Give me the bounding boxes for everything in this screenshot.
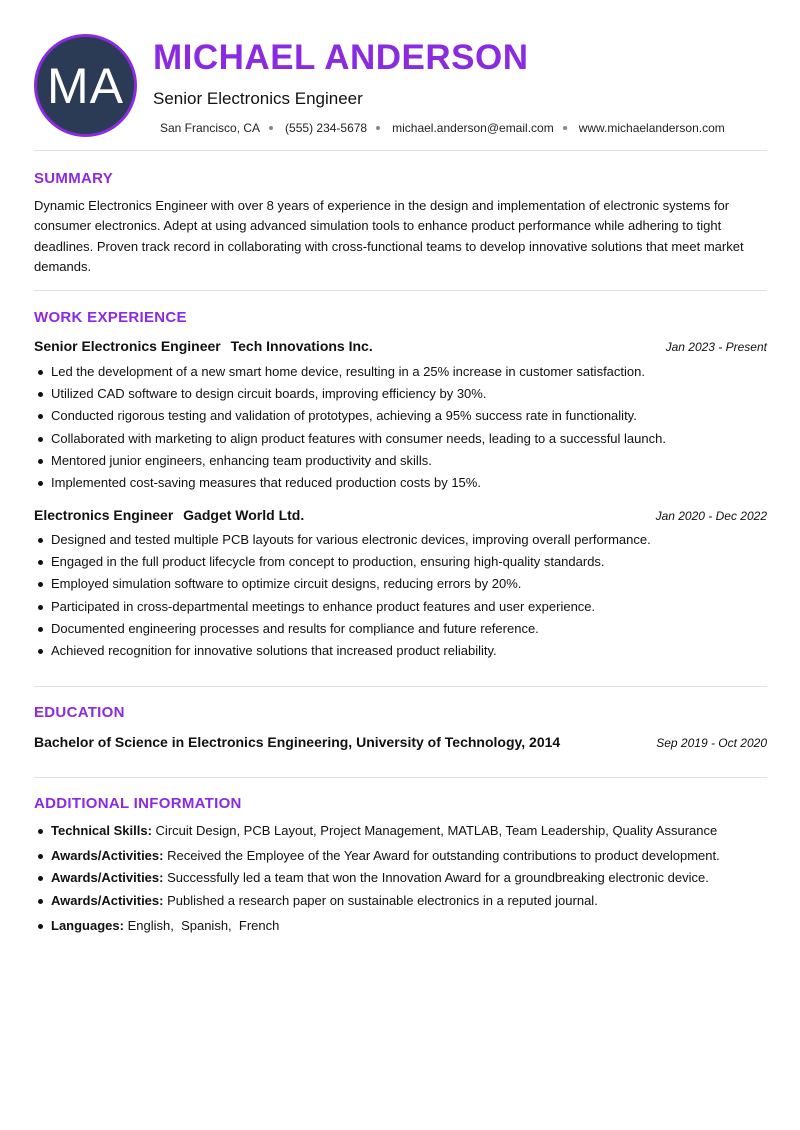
contact-website[interactable]: www.michaelanderson.com [578,121,725,135]
item-label: Languages: [51,917,124,933]
summary-text: Dynamic Electronics Engineer with over 8 years of experience in the design and implementation of electronic systems for consumer electronics. Adept at using advanced simulation tools to enhance product performance while adhering to tight deadlines. Proven track record in collaborating with cross-functional teams to develop innovative solutions that meet market demands. [34,198,744,274]
item-label: Technical Skills: [51,823,152,838]
job-company: Gadget World Ltd. [183,507,305,523]
job-title-line [34,507,304,523]
summary-heading: SUMMARY [34,170,114,187]
list-item: Collaborated with marketing to align product features with consumer needs, leading to a successful launch. [34,428,774,450]
contact-line [160,121,725,135]
list-item: Documented engineering processes and results for compliance and future reference. [34,618,774,640]
divider [34,150,767,151]
item-label: Awards/Activities: [51,848,164,864]
list-item: Led the development of a new smart home device, resulting in a 25% increase in customer satisfaction. [34,361,774,383]
contact-email[interactable]: michael.anderson@email.com [392,121,554,135]
additional-info-heading: ADDITIONAL INFORMATION [34,795,242,812]
list-item [34,890,774,912]
work-experience-heading: WORK EXPERIENCE [34,309,187,326]
contact-phone: (555) 234-5678 [285,121,368,135]
education-dates: Sep 2019 - Oct 2020 [656,736,767,750]
list-item: Conducted rigorous testing and validation of prototypes, achieving a 95% success rate in functionality. [34,405,774,427]
job-bullets [34,361,774,494]
job-company: Tech Innovations Inc. [230,338,373,354]
list-item [34,820,774,842]
additional-info-list [34,820,774,937]
job-dates: Jan 2023 - Present [665,340,767,354]
list-item: Engaged in the full product lifecycle from concept to production, ensuring high-quality standards. [34,551,774,573]
divider [34,777,767,778]
item-label: Awards/Activities: [51,870,164,886]
list-item [34,867,774,889]
divider [34,686,767,687]
separator-dot [376,126,380,130]
job-dates: Jan 2020 - Dec 2022 [655,509,767,523]
list-item [34,915,774,937]
job-bullets [34,529,774,662]
education-heading: EDUCATION [34,704,125,721]
list-item: Implemented cost-saving measures that reduced production costs by 15%. [34,472,774,494]
job-title-line [34,338,373,354]
avatar [34,34,137,137]
list-item: Mentored junior engineers, enhancing team productivity and skills. [34,450,774,472]
list-item: Employed simulation software to optimize circuit designs, reducing errors by 20%. [34,573,774,595]
list-item: Participated in cross-departmental meetings to enhance product features and user experience. [34,596,774,618]
candidate-title: Senior Electronics Engineer [153,89,363,108]
education-degree: Bachelor of Science in Electronics Engineering, University of Technology, 2014 [34,734,561,750]
job-header [34,507,767,523]
item-text: Received the Employee of the Year Award for outstanding contributions to product development. [167,848,720,864]
item-text: English, Spanish, French [127,917,280,933]
list-item: Achieved recognition for innovative solutions that increased product reliability. [34,640,774,662]
separator-dot [563,126,567,130]
job-role: Electronics Engineer [34,507,174,523]
item-text: Circuit Design, PCB Layout, Project Management, MATLAB, Team Leadership, Quality Assurance [155,823,718,838]
job-header [34,338,767,354]
list-item [34,845,774,867]
item-text: Published a research paper on sustainable electronics in a reputed journal. [167,892,598,908]
job-role: Senior Electronics Engineer [34,338,221,354]
item-text: Successfully led a team that won the Innovation Award for a groundbreaking electronic device. [167,870,709,886]
avatar-initials: MA [47,57,124,114]
separator-dot [269,126,273,130]
candidate-name: MICHAEL ANDERSON [153,38,529,77]
item-label: Awards/Activities: [51,892,164,908]
list-item: Utilized CAD software to design circuit boards, improving efficiency by 30%. [34,383,774,405]
divider [34,290,767,291]
list-item: Designed and tested multiple PCB layouts for various electronic devices, improving overall performance. [34,529,774,551]
education-entry [34,734,767,750]
contact-location: San Francisco, CA [160,121,261,135]
